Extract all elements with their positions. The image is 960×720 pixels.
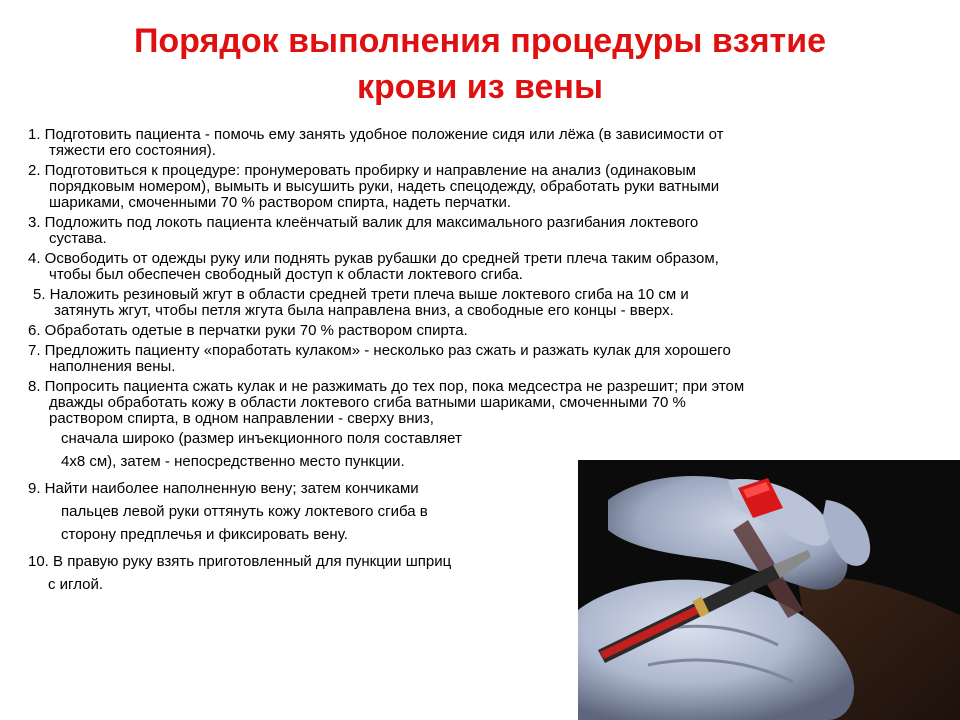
step-2	[28, 163, 928, 211]
step-4	[28, 251, 928, 283]
step-7	[28, 343, 928, 375]
step-8-line-2: дважды обработать кожу в области локтевого сгиба ватными шариками, смоченными 70 %	[49, 394, 686, 411]
step-7-line-1: 7. Предложить пациенту «поработать кулаком» - несколько раз сжать и разжать кулак для хорошего	[28, 342, 731, 359]
step-3	[28, 215, 928, 247]
step-2-line-1: 2. Подготовиться к процедуре: пронумеровать пробирку и направление на анализ (одинаковым	[28, 162, 696, 179]
step-6	[28, 323, 928, 339]
step-6-line-1: 6. Обработать одетые в перчатки руки 70 % раствором спирта.	[28, 322, 468, 339]
step-8-line-4: сначала широко (размер инъекционного поля составляет	[61, 430, 462, 447]
step-2-line-2: порядковым номером), вымыть и высушить руки, надеть спецодежду, обработать руки ватными	[49, 178, 720, 195]
step-4-line-1: 4. Освободить от одежды руку или поднять рукав рубашки до средней трети плеча таким образом,	[28, 250, 719, 267]
title-line-2: крови из вены	[357, 68, 603, 106]
step-8-line-1: 8. Попросить пациента сжать кулак и не разжимать до тех пор, пока медсестра не разрешит; при этом	[28, 378, 745, 395]
slide-title	[0, 18, 960, 110]
step-9-line-1: 9. Найти наиболее наполненную вену; затем кончиками	[28, 480, 419, 497]
step-7-line-2: наполнения вены.	[49, 358, 176, 375]
step-1-line-1: 1. Подготовить пациента - помочь ему занять удобное положение сидя или лёжа (в зависимости от	[28, 126, 724, 143]
step-5-line-2: затянуть жгут, чтобы петля жгута была направлена вниз, а свободные его концы - вверх.	[54, 302, 674, 319]
step-3-line-2: сустава.	[49, 230, 107, 247]
step-10-line-2: с иглой.	[48, 576, 103, 593]
step-1	[28, 127, 928, 159]
gloved-hands-holding-vacutainer-icon	[578, 460, 960, 720]
step-8-line-5: 4х8 см), затем - непосредственно место пункции.	[61, 453, 405, 470]
step-8-line-3: раствором спирта, в одном направлении - сверху вниз,	[49, 410, 434, 427]
step-5	[28, 287, 928, 319]
step-3-line-1: 3. Подложить под локоть пациента клеёнчатый валик для максимального разгибания локтевого	[28, 214, 699, 231]
title-line-1: Порядок выполнения процедуры взятие	[133, 22, 827, 60]
step-5-line-1: 5. Наложить резиновый жгут в области средней трети плеча выше локтевого сгиба на 10 см и	[33, 286, 689, 303]
step-8	[28, 379, 928, 473]
blood-draw-photo	[578, 460, 960, 720]
step-9-line-3: сторону предплечья и фиксировать вену.	[61, 526, 348, 543]
step-10-line-1: 10. В правую руку взять приготовленный для пункции шприц	[28, 553, 452, 570]
step-1-line-2: тяжести его состояния).	[49, 142, 216, 159]
step-9-line-2: пальцев левой руки оттянуть кожу локтевого сгиба в	[61, 503, 428, 520]
step-2-line-3: шариками, смоченными 70 % раствором спирта, надеть перчатки.	[49, 194, 512, 211]
step-4-line-2: чтобы был обеспечен свободный доступ к области локтевого сгиба.	[49, 266, 523, 283]
